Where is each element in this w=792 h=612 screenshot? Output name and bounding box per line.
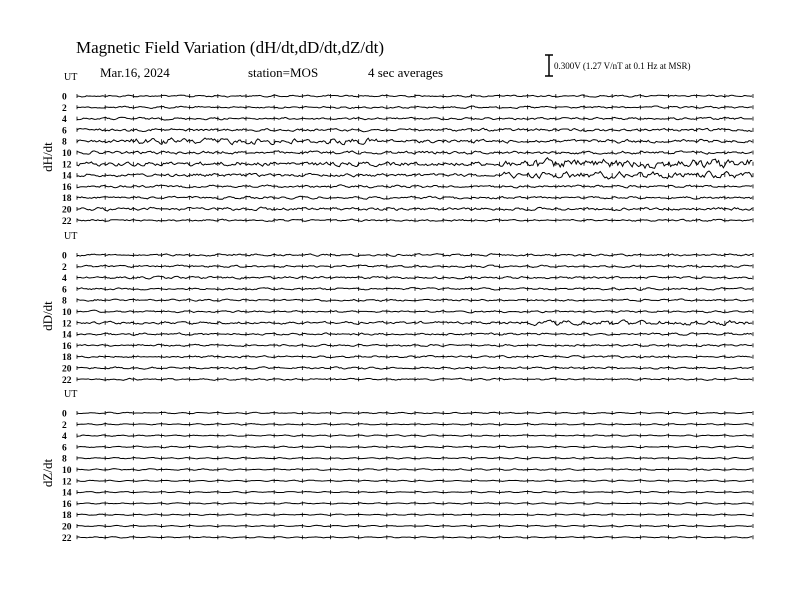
hour-label: 6 xyxy=(62,443,67,454)
panel-dd-dt xyxy=(40,231,753,386)
hour-label: 18 xyxy=(62,194,72,205)
hour-label: 22 xyxy=(62,216,72,227)
hour-label: 20 xyxy=(62,205,72,216)
hour-label: 16 xyxy=(62,341,72,352)
panels xyxy=(40,72,753,544)
hour-label: 4 xyxy=(62,274,67,285)
hour-label: 6 xyxy=(62,285,67,296)
panel-ylabel: dH/dt xyxy=(40,142,55,172)
hour-label: 2 xyxy=(62,262,67,273)
hour-label: 6 xyxy=(62,126,67,137)
hour-label: 8 xyxy=(62,454,67,465)
ut-label: UT xyxy=(64,389,78,400)
hour-label: 12 xyxy=(62,477,72,488)
hour-label: 14 xyxy=(62,488,72,499)
ut-label: UT xyxy=(64,231,78,242)
hour-label: 0 xyxy=(62,92,67,103)
hour-label: 20 xyxy=(62,364,72,375)
scale-bar xyxy=(545,55,691,76)
hour-label: 2 xyxy=(62,103,67,114)
averaging-label: 4 sec averages xyxy=(368,65,444,80)
station-label: station=MOS xyxy=(248,65,319,80)
hour-label: 10 xyxy=(62,149,72,159)
panel-dz-dt xyxy=(40,389,753,544)
hour-label: 18 xyxy=(62,511,72,522)
hour-label: 10 xyxy=(62,466,72,476)
hour-label: 16 xyxy=(62,499,72,510)
trace-line xyxy=(77,171,752,179)
date-label: Mar.16, 2024 xyxy=(100,65,170,80)
hour-label: 8 xyxy=(62,296,67,307)
hour-label: 0 xyxy=(62,409,67,420)
trace-line xyxy=(77,158,752,169)
hour-label: 4 xyxy=(62,115,67,126)
panel-ylabel: dZ/dt xyxy=(40,458,55,488)
hour-label: 12 xyxy=(62,160,72,171)
hour-label: 16 xyxy=(62,182,72,193)
ut-label: UT xyxy=(64,72,78,83)
chart-title: Magnetic Field Variation (dH/dt,dD/dt,dZ/dt) xyxy=(76,38,385,57)
hour-label: 2 xyxy=(62,420,67,431)
panel-dh-dt xyxy=(40,72,753,227)
hour-label: 4 xyxy=(62,432,67,443)
hour-label: 22 xyxy=(62,533,72,544)
hour-label: 14 xyxy=(62,171,72,182)
scale-label: 0.300V (1.27 V/nT at 0.1 Hz at MSR) xyxy=(554,61,691,71)
hour-label: 12 xyxy=(62,319,72,330)
hour-label: 8 xyxy=(62,137,67,148)
panel-ylabel: dD/dt xyxy=(40,301,55,331)
hour-label: 20 xyxy=(62,522,72,533)
hour-label: 0 xyxy=(62,251,67,262)
hour-label: 10 xyxy=(62,308,72,318)
hour-label: 22 xyxy=(62,375,72,386)
hour-label: 18 xyxy=(62,353,72,364)
hour-label: 14 xyxy=(62,330,72,341)
